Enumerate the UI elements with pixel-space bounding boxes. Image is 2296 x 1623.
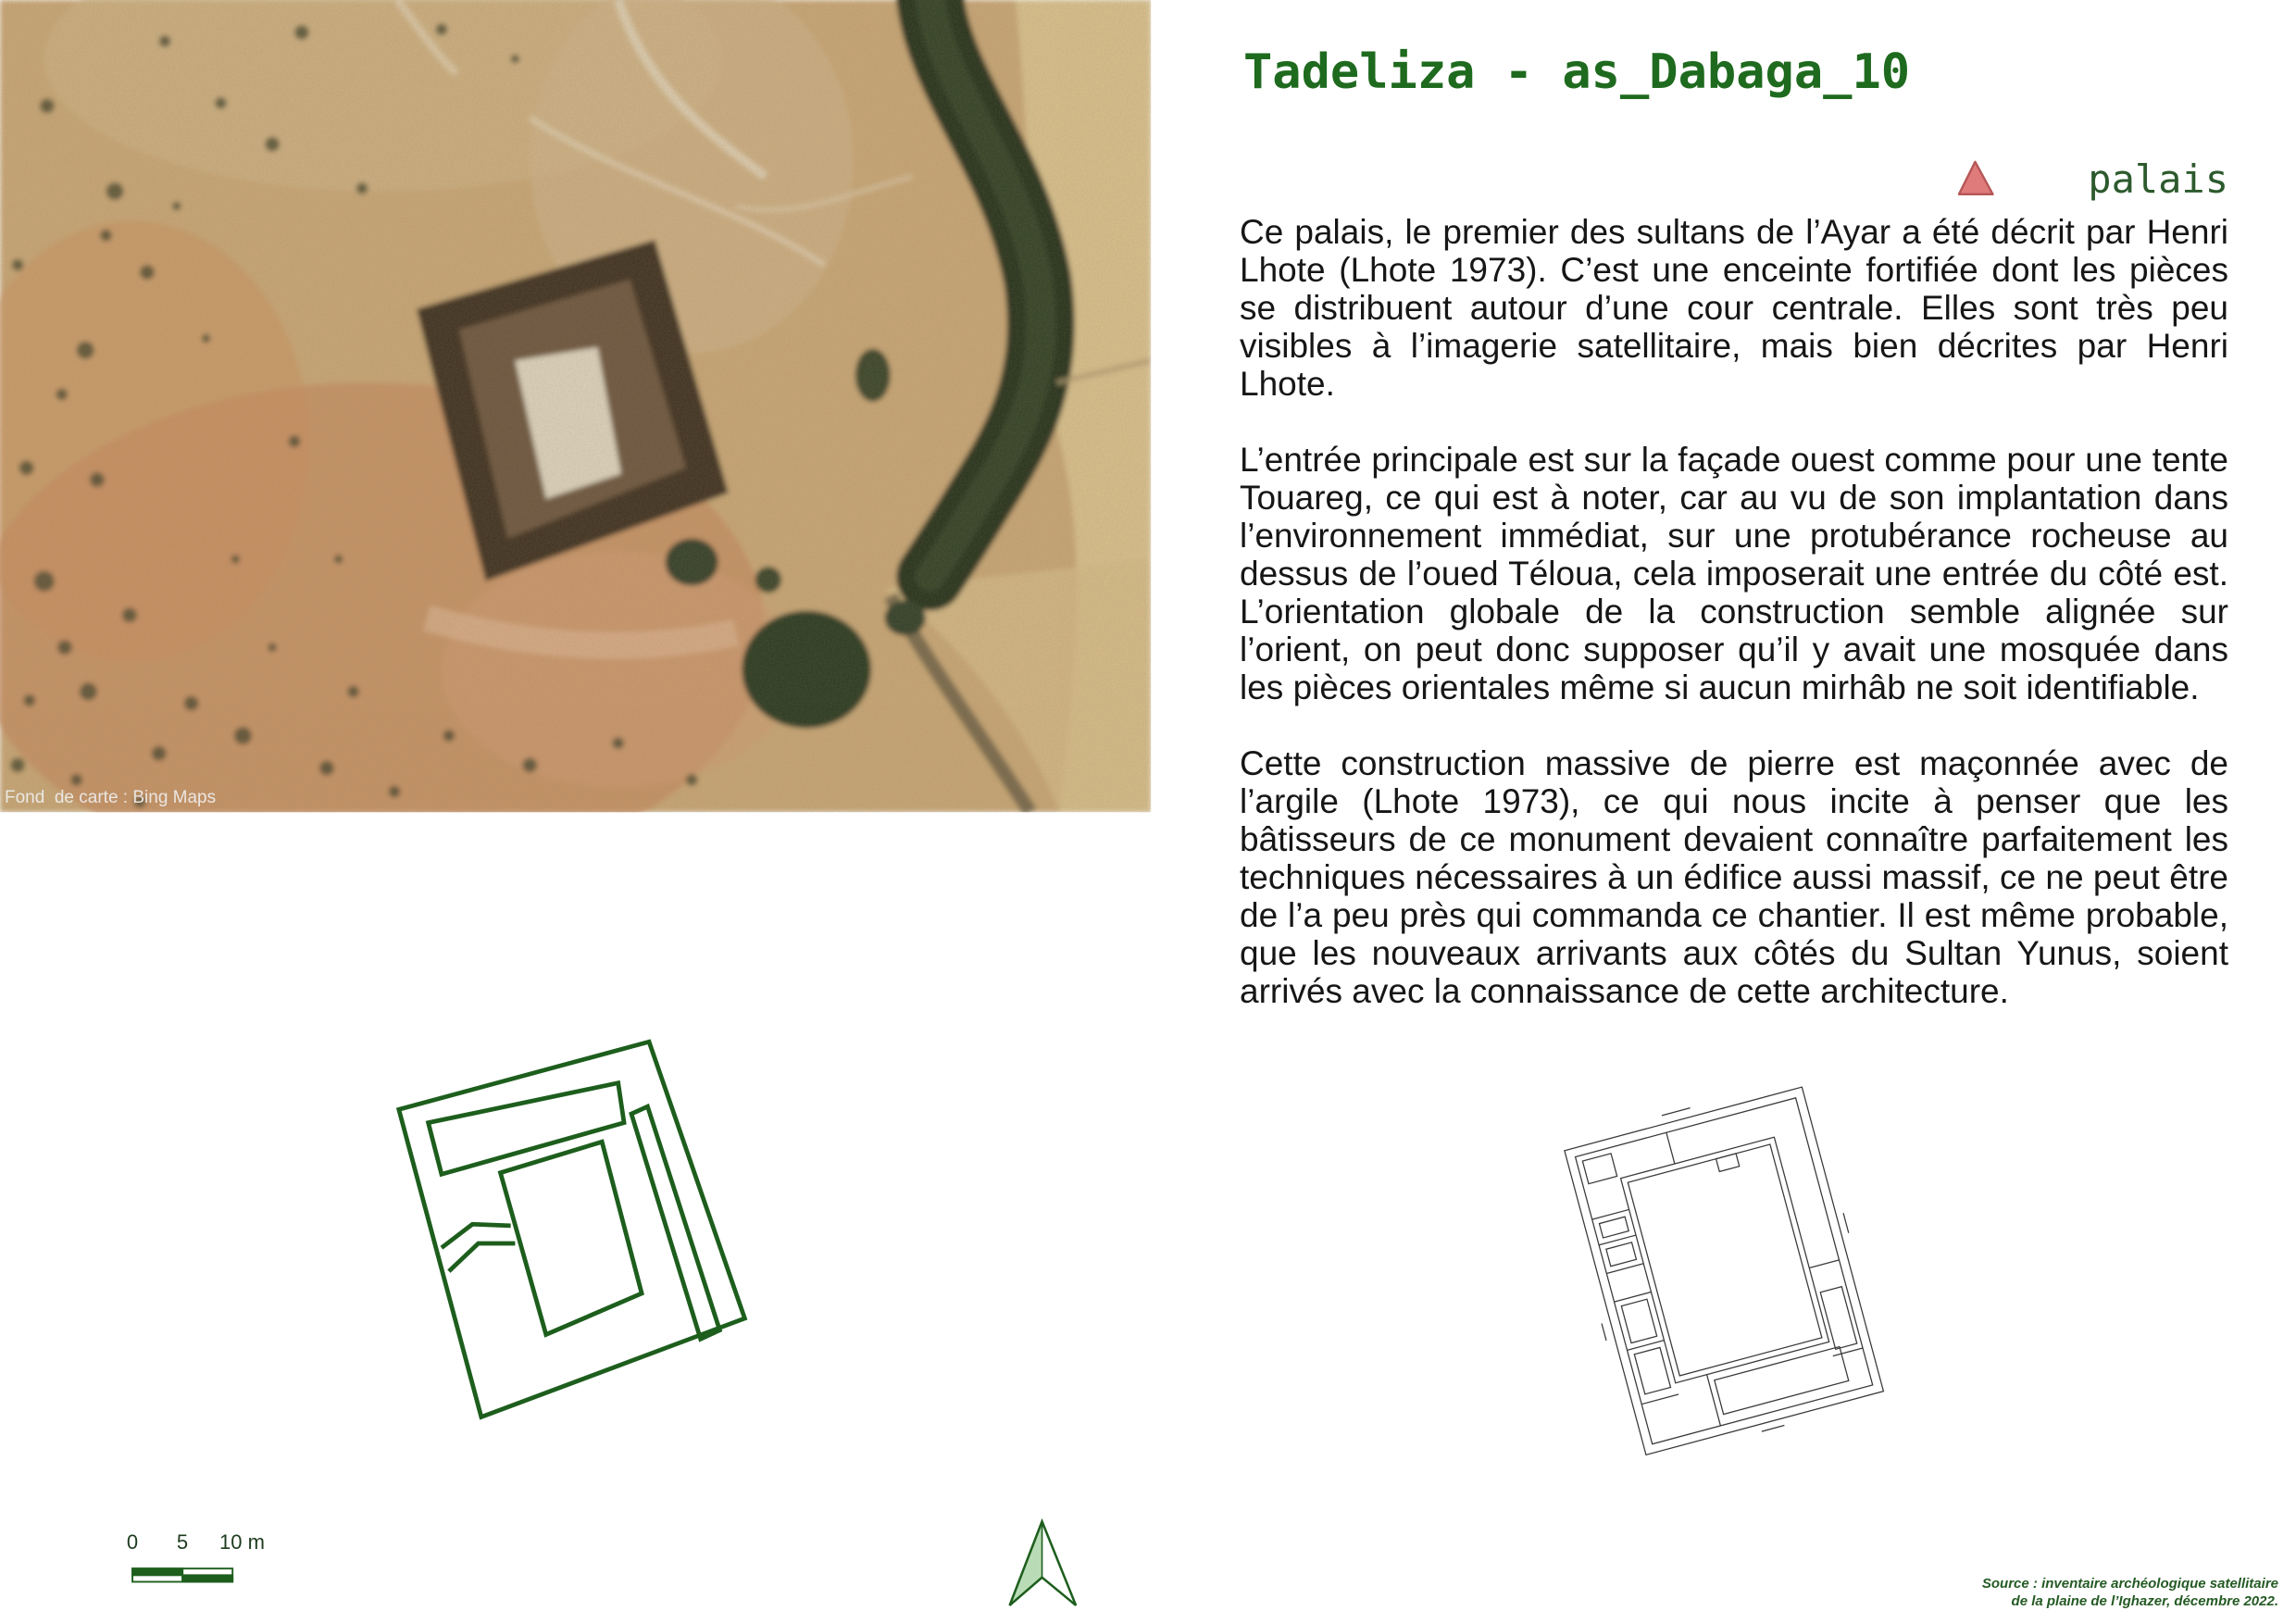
plan-partition bbox=[1809, 1260, 1839, 1268]
scale-bar-segment bbox=[132, 1568, 182, 1575]
image-grain bbox=[0, 0, 1151, 812]
plan-partition bbox=[1641, 1394, 1678, 1405]
plan-dimension-tick bbox=[1843, 1213, 1849, 1232]
triangle-icon bbox=[1959, 162, 1993, 194]
scale-label-5: 5 bbox=[176, 1530, 189, 1554]
plan-courtyard-wall bbox=[1621, 1137, 1829, 1382]
plan-partition bbox=[1606, 1264, 1643, 1274]
plan-partition bbox=[1628, 1341, 1665, 1351]
plan-partition bbox=[1592, 1209, 1629, 1219]
scale-bar bbox=[132, 1568, 232, 1581]
plan-courtyard bbox=[1628, 1144, 1822, 1376]
scale-bar-segment bbox=[182, 1575, 232, 1581]
description-paragraph: L’entrée principale est sur la façade ouest comme pour une tente Touareg, ce qui est à noter, car au vu de son implantation dans l’environnement immédiat, sur une protubérance rocheuse au dessus de l’oued Téloua, cela imposerait une entrée du côté est. L’orientation globale de la construction semble alignée sur l’orient, on peut donc supposer qu’il y avait une mosquée dans les pièces orientales même si aucun mirhâb ne soit identifiable. bbox=[1240, 441, 2228, 706]
source-note bbox=[1982, 1575, 2278, 1610]
north-arrow-icon bbox=[1010, 1521, 1077, 1605]
source-line: de la plaine de l’Ighazer, décembre 2022. bbox=[2011, 1593, 2278, 1609]
plan-north-room bbox=[429, 1083, 624, 1175]
plan-courtyard bbox=[501, 1142, 643, 1334]
lhote-plan-drawing bbox=[1554, 1077, 1892, 1465]
scale-label-10: 10 m bbox=[219, 1530, 265, 1554]
site-description bbox=[1240, 213, 2228, 1048]
plan-room bbox=[1716, 1154, 1740, 1172]
basemap-credit: Fond de carte : Bing Maps bbox=[5, 788, 217, 807]
plan-room bbox=[1715, 1346, 1849, 1414]
plan-room bbox=[1621, 1299, 1656, 1342]
source-line: Source : inventaire archéologique satellitaire bbox=[1981, 1576, 2278, 1592]
plan-west-entrance bbox=[449, 1243, 516, 1271]
plan-partition bbox=[1615, 1292, 1652, 1302]
scale-label-0: 0 bbox=[126, 1530, 139, 1554]
plan-outer-line bbox=[1565, 1087, 1883, 1454]
plan-partition bbox=[1707, 1375, 1721, 1426]
description-paragraph: Ce palais, le premier des sultans de l’Ayar a été décrit par Henri Lhote (Lhote 1973). C’est une enceinte fortifiée dont les pièces se distribuent autour d’une cour centrale. Elles sont très peu visibles à l’imagerie satellitaire, mais bien décrites par Henri Lhote. bbox=[1240, 213, 2228, 403]
plan-room bbox=[1606, 1242, 1637, 1267]
plan-dimension-tick bbox=[1662, 1108, 1691, 1116]
plan-dimension-tick bbox=[1762, 1426, 1785, 1432]
plan-room bbox=[1599, 1217, 1628, 1238]
satellite-image bbox=[0, 0, 1151, 883]
site-plan-vector bbox=[399, 1042, 745, 1417]
description-paragraph: Cette construction massive de pierre est maçonnée avec de l’argile (Lhote 1973), ce qui nous incite à penser que les bâtisseurs de ce monument devaient connaître parfaitement les techniques nécessaires à un édifice aussi massif, ce ne peut être de l’a peu près qui commanda ce chantier. Il est même probable, que les nouveaux arrivants aux côtés du Sultan Yunus, soient arrivés avec la connaissance de cette architecture. bbox=[1240, 744, 2228, 1010]
plan-room bbox=[1582, 1154, 1616, 1184]
plan-east-room bbox=[631, 1106, 719, 1339]
plan-inner-line bbox=[1576, 1098, 1873, 1444]
page-title: Tadeliza - as_Dabaga_10 bbox=[1243, 44, 1911, 100]
plan-room bbox=[1634, 1347, 1670, 1393]
plan-partition bbox=[1599, 1235, 1636, 1245]
plan-dimension-tick bbox=[1602, 1324, 1606, 1341]
plan-partition bbox=[1666, 1132, 1675, 1164]
site-type-label: palais bbox=[2088, 156, 2228, 202]
plan-outer-wall bbox=[399, 1042, 745, 1417]
plan-room bbox=[1820, 1287, 1856, 1350]
